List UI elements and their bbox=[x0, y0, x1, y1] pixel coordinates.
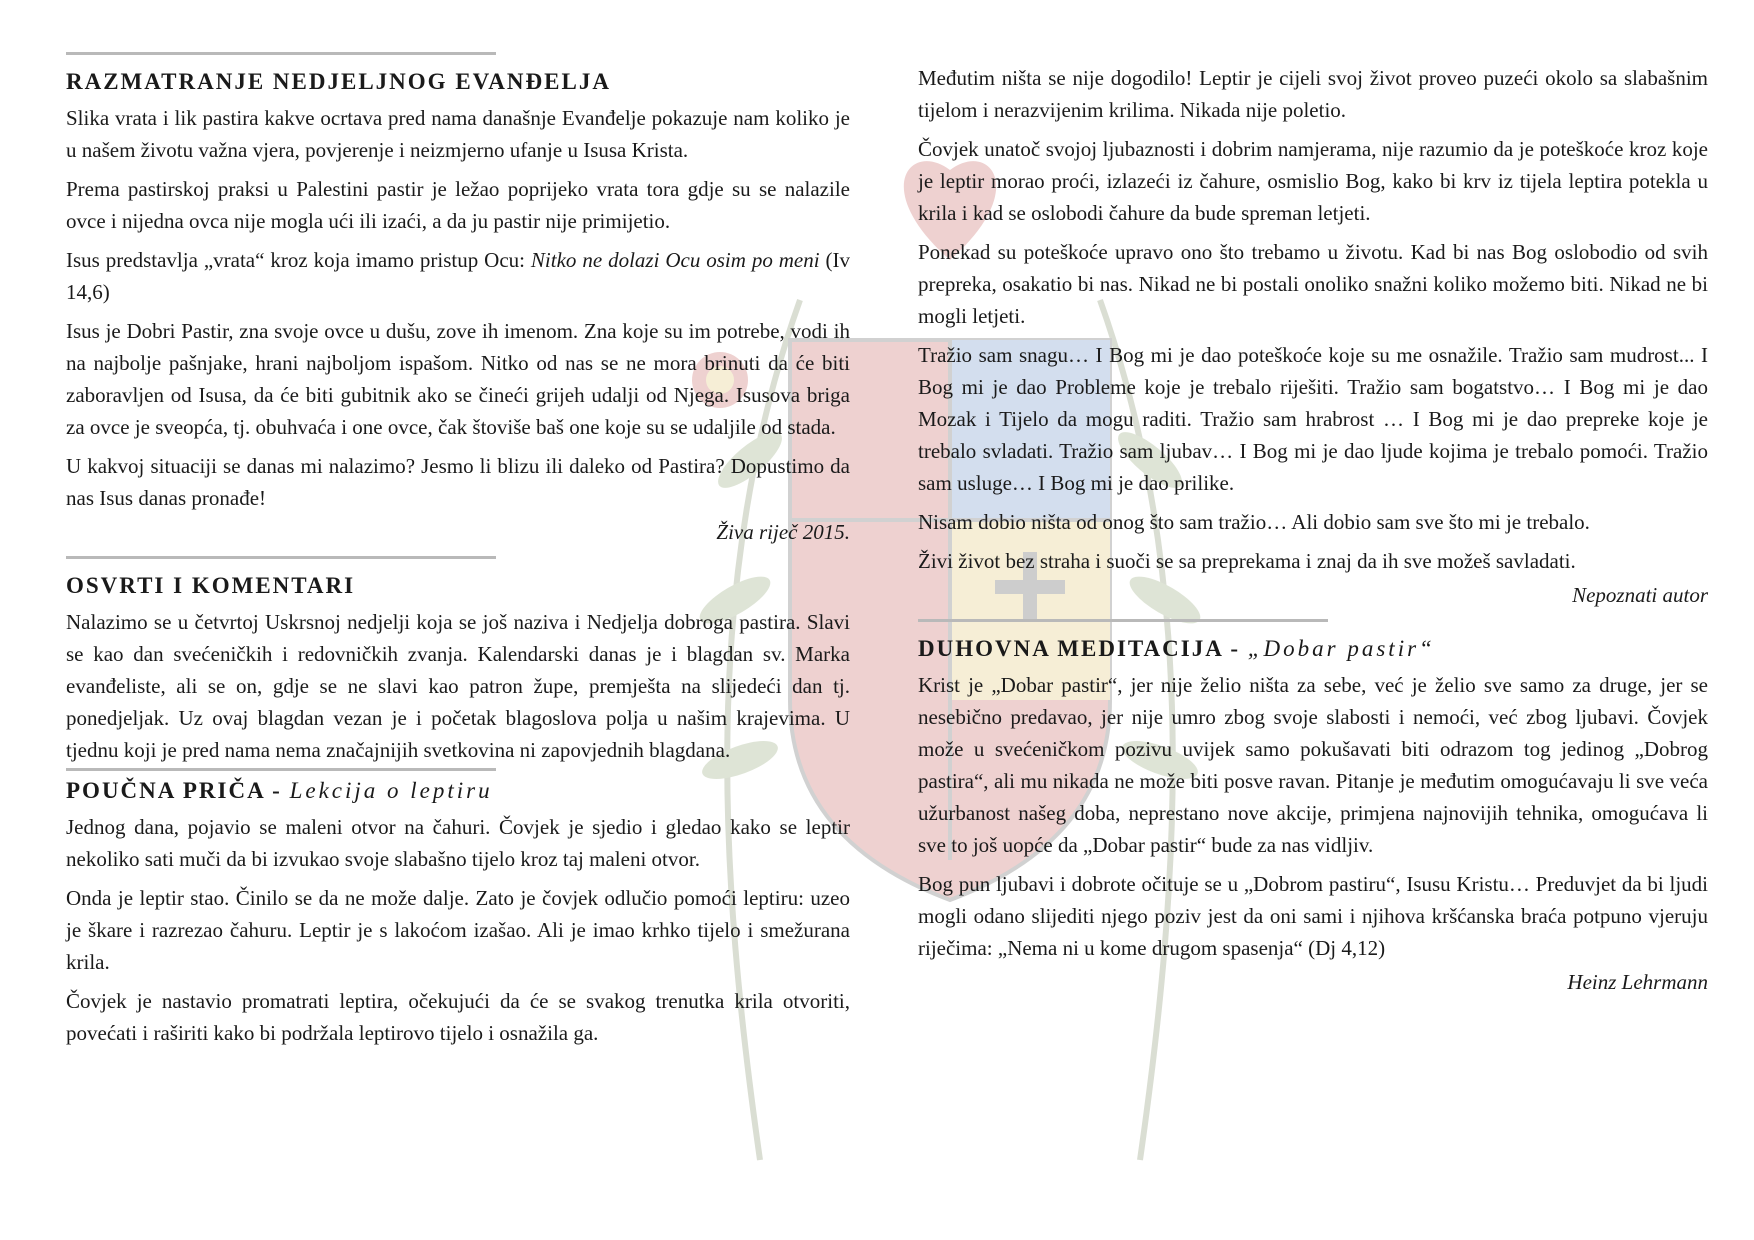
paragraph: Nalazimo se u četvrtoj Uskrsnoj nedjelji koja se još naziva i Nedjelja dobroga pastira. Slavi se kao dan svećeničkih i redovničkih zvanja. Kalendarski danas je i blagdan sv. Marka evanđeliste, ali se on, gdje se ne slavi kao patron župe, premješta na slijedeći dan tj. ponedjeljak. Uz ovaj blagdan vezan je i početak blagoslova polja u našim krajevima. U tjednu koji je pred nama nema značajnijih svetkovina ni zapovjednih blagdana. bbox=[66, 610, 850, 762]
title-subtitle: „Dobar pastir“ bbox=[1247, 636, 1435, 661]
signature: Živa riječ 2015. bbox=[716, 520, 850, 544]
section-rule bbox=[66, 556, 496, 559]
paragraph: Živi život bez straha i suoči se sa preprekama i znaj da ih sve možeš savladati. bbox=[918, 549, 1576, 573]
section-title-story bbox=[66, 777, 850, 805]
signature: Heinz Lehrmann bbox=[1567, 970, 1708, 994]
section-rule bbox=[66, 52, 496, 55]
title-dash: - bbox=[264, 778, 290, 803]
paragraph: Nisam dobio ništa od onog što sam tražio… Ali dobio sam sve što mi je trebalo. bbox=[918, 510, 1590, 534]
paragraph: Bog pun ljubavi i dobrote očituje se u „Dobrom pastiru“, Isusu Kristu… Preduvjet da bi ljudi mogli odano slijediti njego poziv jest da oni sami i njihova kršćanska braća potpuno vjeruju riječima: „Nema ni u kome drugom spasenja“ (Dj 4,12) bbox=[918, 872, 1708, 960]
paragraph: Onda je leptir stao. Činilo se da ne može dalje. Zato je čovjek odlučio pomoći leptiru: uzeo je škare i razrezao čahuru. Leptir je s lakoćom izašao. Ali je imao krhko tijelo i smežurana krila. bbox=[66, 886, 850, 974]
paragraph: Isus je Dobri Pastir, zna svoje ovce u dušu, zove ih imenom. Zna koje su im potrebe, vodi ih na najbolje pašnjake, hrani najboljom ispašom. Nitko od nas se ne mora brinuti da će biti zaboravljen od Isusa, da će biti gubitnik ako se čineći grijeh udalji od Njega. Isusova briga za ovce je sveopća, tj. obuhvaća i one ovce, čak štoviše baš one koje su se udaljile od stada. bbox=[66, 319, 850, 439]
section-title-comments: OSVRTI I KOMENTARI bbox=[66, 573, 356, 598]
signature: Nepoznati autor bbox=[1572, 583, 1708, 607]
quote-italic: Nitko ne dolazi Ocu osim po meni bbox=[530, 248, 820, 272]
paragraph: Međutim ništa se nije dogodilo! Leptir je cijeli svoj život proveo puzeći okolo sa slabašnim tijelom i nerazvijenim krilima. Nikada nije poletio. bbox=[918, 66, 1708, 122]
title-dash: - bbox=[1222, 636, 1248, 661]
section-rule bbox=[66, 768, 496, 771]
text-run: Isus predstavlja „vrata“ kroz koja imamo pristup Ocu: bbox=[66, 248, 531, 272]
paragraph: Ponekad su poteškoće upravo ono što trebamo u životu. Kad bi nas Bog oslobodio od svih prepreka, osakatio bi nas. Nikad ne bi postali onoliko snažni koliko možemo biti. Nikad ne bi mogli letjeti. bbox=[918, 240, 1708, 328]
right-column bbox=[918, 62, 1708, 1006]
title-text: DUHOVNA MEDITACIJA bbox=[918, 636, 1223, 661]
paragraph: Prema pastirskoj praksi u Palestini pastir je ležao poprijeko vrata tora gdje su se nalazile ovce i nijedna ovca nije mogla ući ili izaći, a da ju pastir nije primijetio. bbox=[66, 177, 850, 233]
text-run: (Iv 14,6) bbox=[66, 248, 850, 304]
section-title-meditation bbox=[918, 635, 1708, 663]
paragraph: Slika vrata i lik pastira kakve ocrtava pred nama današnje Evanđelje pokazuje nam koliko je u našem životu važna vjera, povjerenje i neizmjerno ufanje u Isusa Krista. bbox=[66, 106, 850, 162]
paragraph: Krist je „Dobar pastir“, jer nije želio ništa za sebe, već je želio sve samo za druge, jer se nesebično predavao, jer nije umro zbog svoje slabosti i nemoći, već zbog ljubavi. Čovjek može u svećeničkom pozivu uvijek samo pokušavati biti odrazom tog jedinog „Dobrog pastira“, ali mu nikada ne može biti posve ravan. Pitanje je međutim omogućavaju li sve veća užurbanost našeg doba, neprestano nove akcije, primjena najnovijih tehnika, omogućava li sve to još uopće da „Dobar pastir“ bude za nas vidljiv. bbox=[918, 673, 1708, 857]
paragraph: Čovjek unatoč svojoj ljubaznosti i dobrim namjerama, nije razumio da je poteškoće kroz koje je leptir morao proći, izlazeći iz čahure, osmislio Bog, kako bi krv iz tijela leptira potekla u krila i kad se oslobodi čahure da bude spreman letjeti. bbox=[918, 137, 1708, 225]
paragraph: Jednog dana, pojavio se maleni otvor na čahuri. Čovjek je sjedio i gledao kako se leptir nekoliko sati muči da bi izvukao svoje slabašno tijelo kroz taj maleni otvor. bbox=[66, 815, 850, 871]
left-column bbox=[66, 52, 850, 1056]
paragraph: U kakvoj situaciji se danas mi nalazimo? Jesmo li blizu ili daleko od Pastira? Dopustimo da nas Isus danas pronađe! bbox=[66, 454, 850, 510]
title-text: POUČNA PRIČA bbox=[66, 778, 265, 803]
paragraph: Tražio sam snagu… I Bog mi je dao poteškoće koje su me osnažile. Tražio sam mudrost... I Bog mi je dao Probleme koje je trebalo riješiti. Tražio sam bogatstvo… I Bog mi je dao Mozak i Tijelo da mogu raditi. Tražio sam hrabrost … I Bog mi je dao prepreke koje je trebalo svladati. Tražio sam ljubav… I Bog mi je dao ljude kojima je trebalo pomoći. Tražio sam usluge… I Bog mi je dao prilike. bbox=[918, 343, 1708, 495]
paragraph: Čovjek je nastavio promatrati leptira, očekujući da će se svakog trenutka krila otvoriti, povećati i raširiti kako bi podržala leptirovo tijelo i osnažila ga. bbox=[66, 989, 850, 1045]
title-subtitle: Lekcija o leptiru bbox=[289, 778, 493, 803]
section-title-reflection: RAZMATRANJE NEDJELJNOG EVANĐELJA bbox=[66, 69, 611, 94]
paragraph bbox=[66, 244, 850, 308]
section-rule bbox=[918, 619, 1328, 622]
